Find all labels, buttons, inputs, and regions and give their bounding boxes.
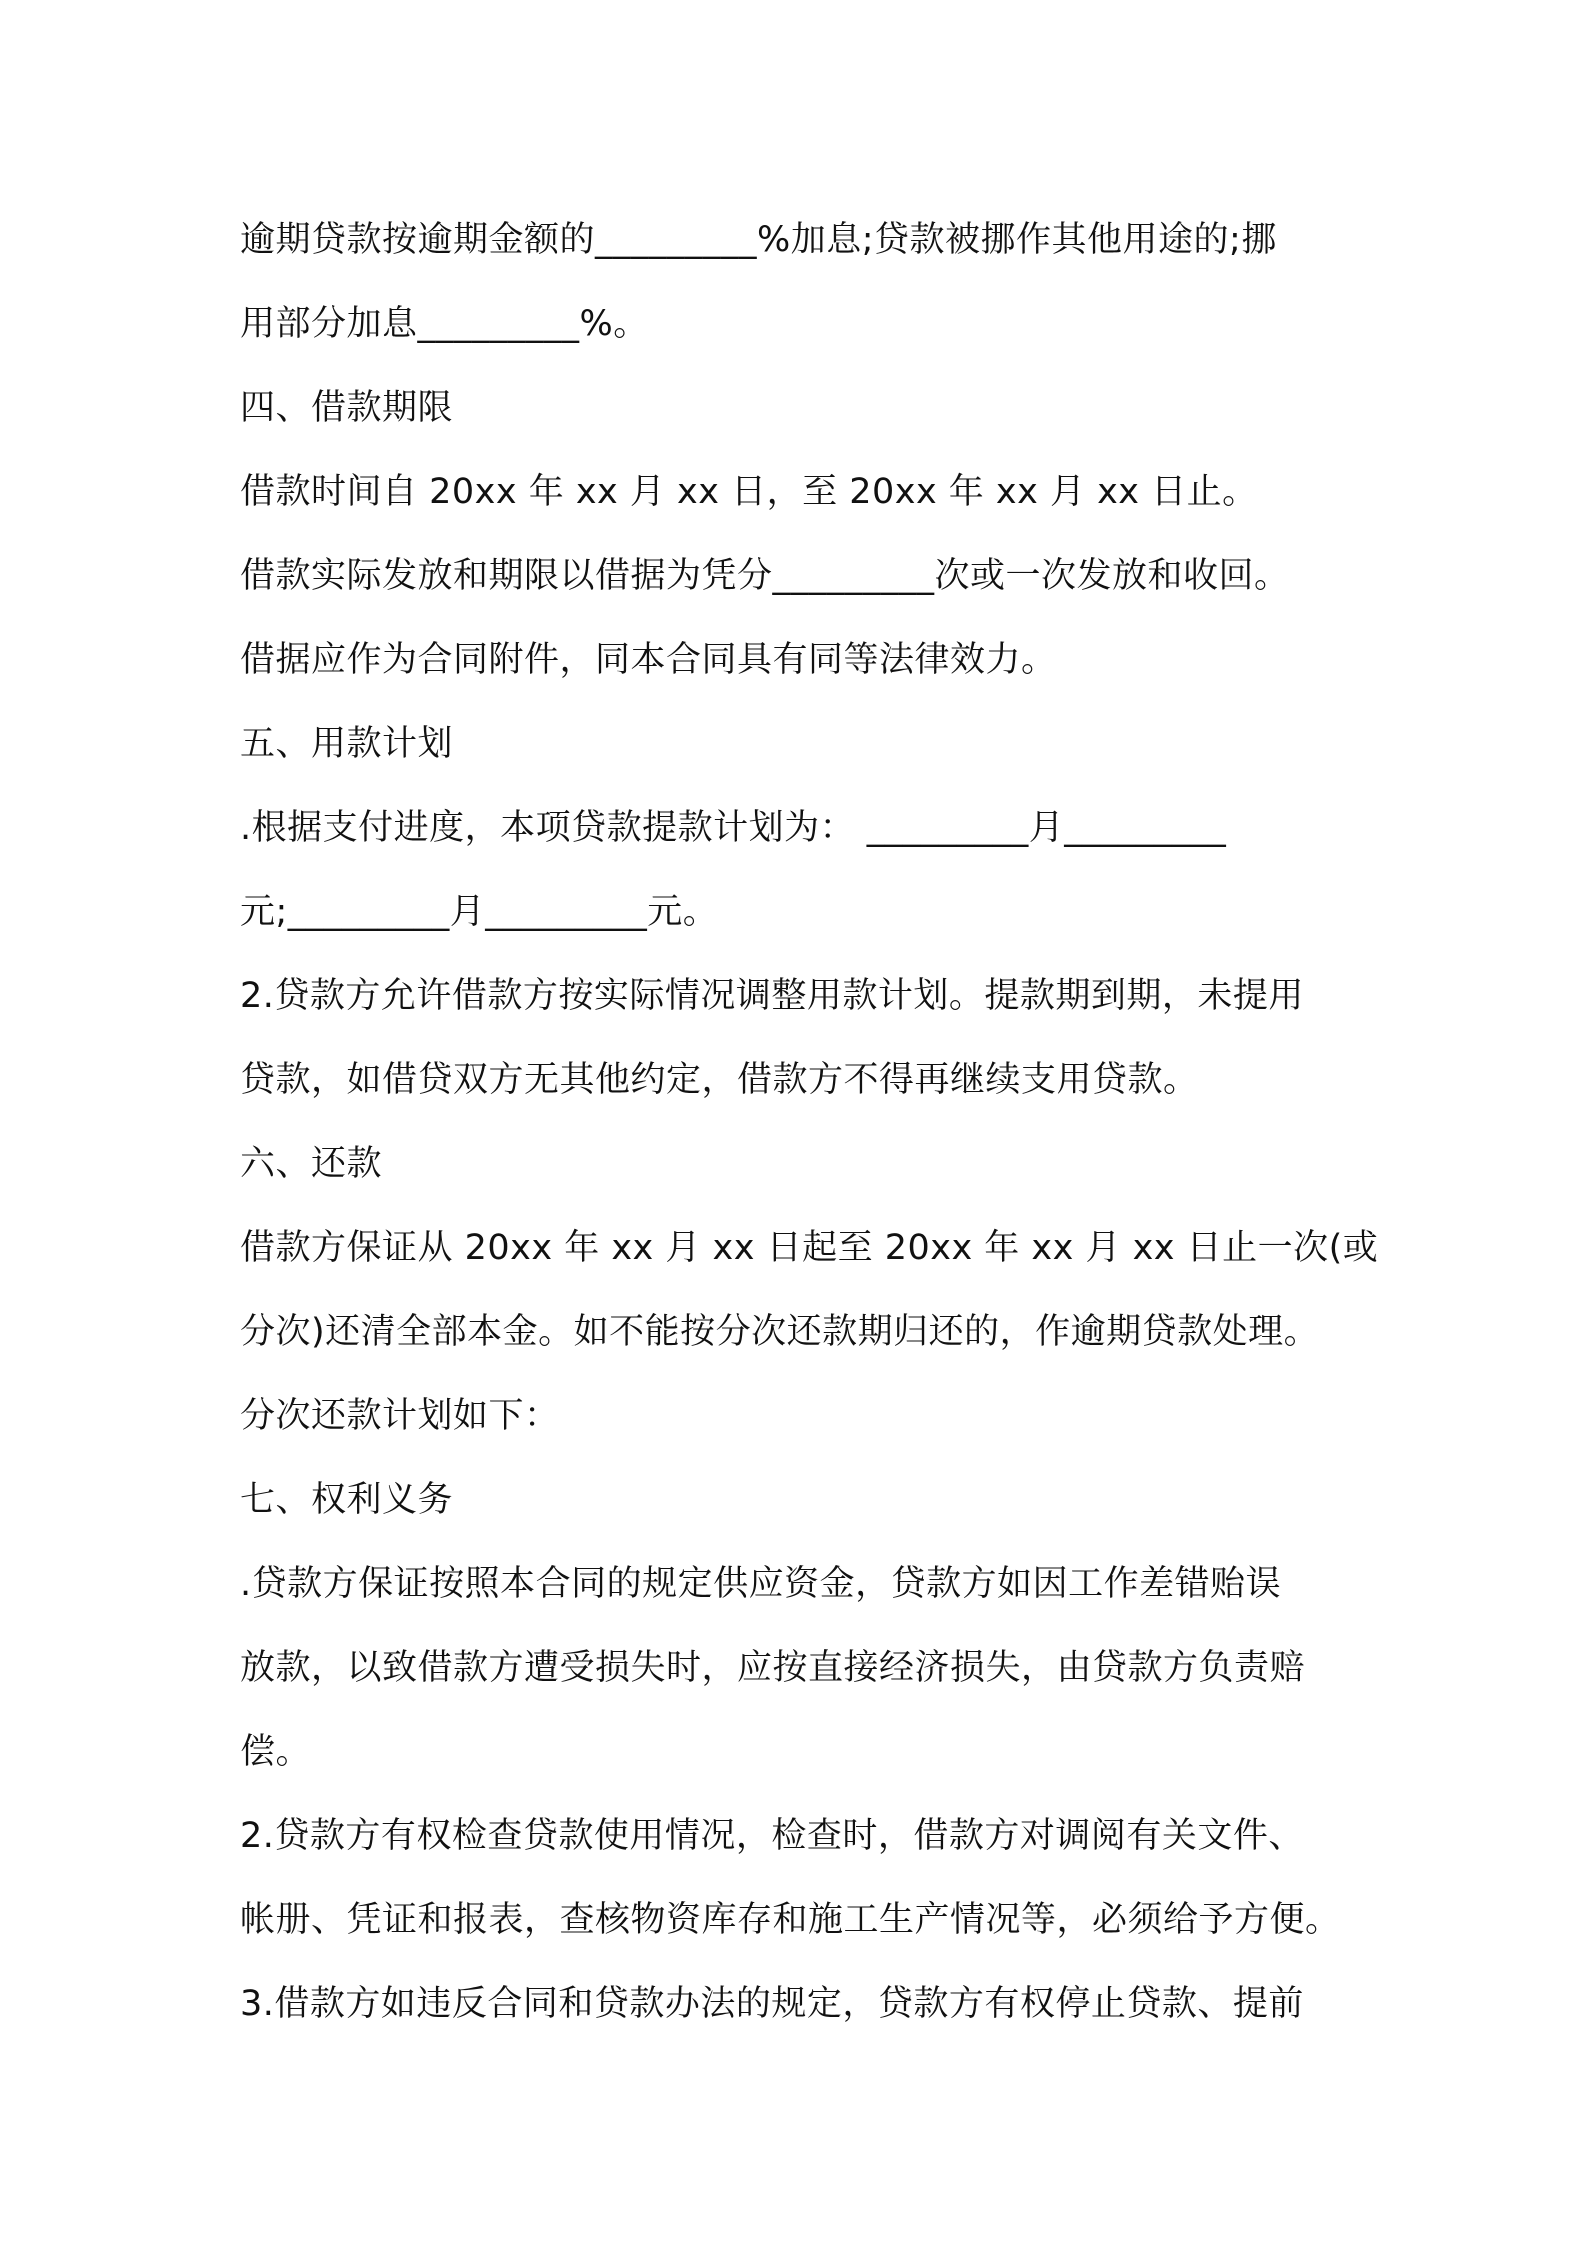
text-line: 逾期贷款按逾期金额的_________%加息;贷款被挪作其他用途的;挪 [240,220,1277,260]
section-heading: 六、还款 [240,1144,383,1184]
text-line: 贷款，如借贷双方无其他约定，借款方不得再继续支用贷款。 [240,1060,1199,1100]
text-line: 借款时间自 20xx 年 xx 月 xx 日，至 20xx 年 xx 月 xx 日止。 [240,472,1258,512]
section-heading: 四、借款期限 [240,388,454,428]
text-line: 放款，以致借款方遭受损失时，应按直接经济损失，由贷款方负责赔 [240,1648,1306,1688]
text-line: 3.借款方如违反合同和贷款办法的规定，贷款方有权停止贷款、提前 [240,1984,1304,2024]
text-line: 2.贷款方允许借款方按实际情况调整用款计划。提款期到期，未提用 [240,976,1304,1016]
text-line: 分次还款计划如下： [240,1396,560,1436]
text-line: .根据支付进度，本项贷款提款计划为： _________月_________ [240,808,1227,848]
document-body [240,198,1379,2046]
text-line: 分次)还清全部本金。如不能按分次还款期归还的，作逾期贷款处理。 [240,1312,1320,1352]
text-line: .贷款方保证按照本合同的规定供应资金，贷款方如因工作差错贻误 [240,1564,1282,1604]
text-line: 借据应作为合同附件，同本合同具有同等法律效力。 [240,640,1057,680]
section-heading: 七、权利义务 [240,1480,454,1520]
text-line: 2.贷款方有权检查贷款使用情况，检查时，借款方对调阅有关文件、 [240,1816,1304,1856]
text-line: 借款实际发放和期限以借据为凭分_________次或一次发放和收回。 [240,556,1290,596]
text-line: 借款方保证从 20xx 年 xx 月 xx 日起至 20xx 年 xx 月 xx 日止一次(或 [240,1228,1379,1268]
text-line: 偿。 [240,1732,312,1772]
section-heading: 五、用款计划 [240,724,454,764]
text-line: 用部分加息_________%。 [240,304,649,344]
text-line: 元;_________月_________元。 [240,892,719,932]
text-line: 帐册、凭证和报表，查核物资库存和施工生产情况等，必须给予方便。 [240,1900,1341,1940]
